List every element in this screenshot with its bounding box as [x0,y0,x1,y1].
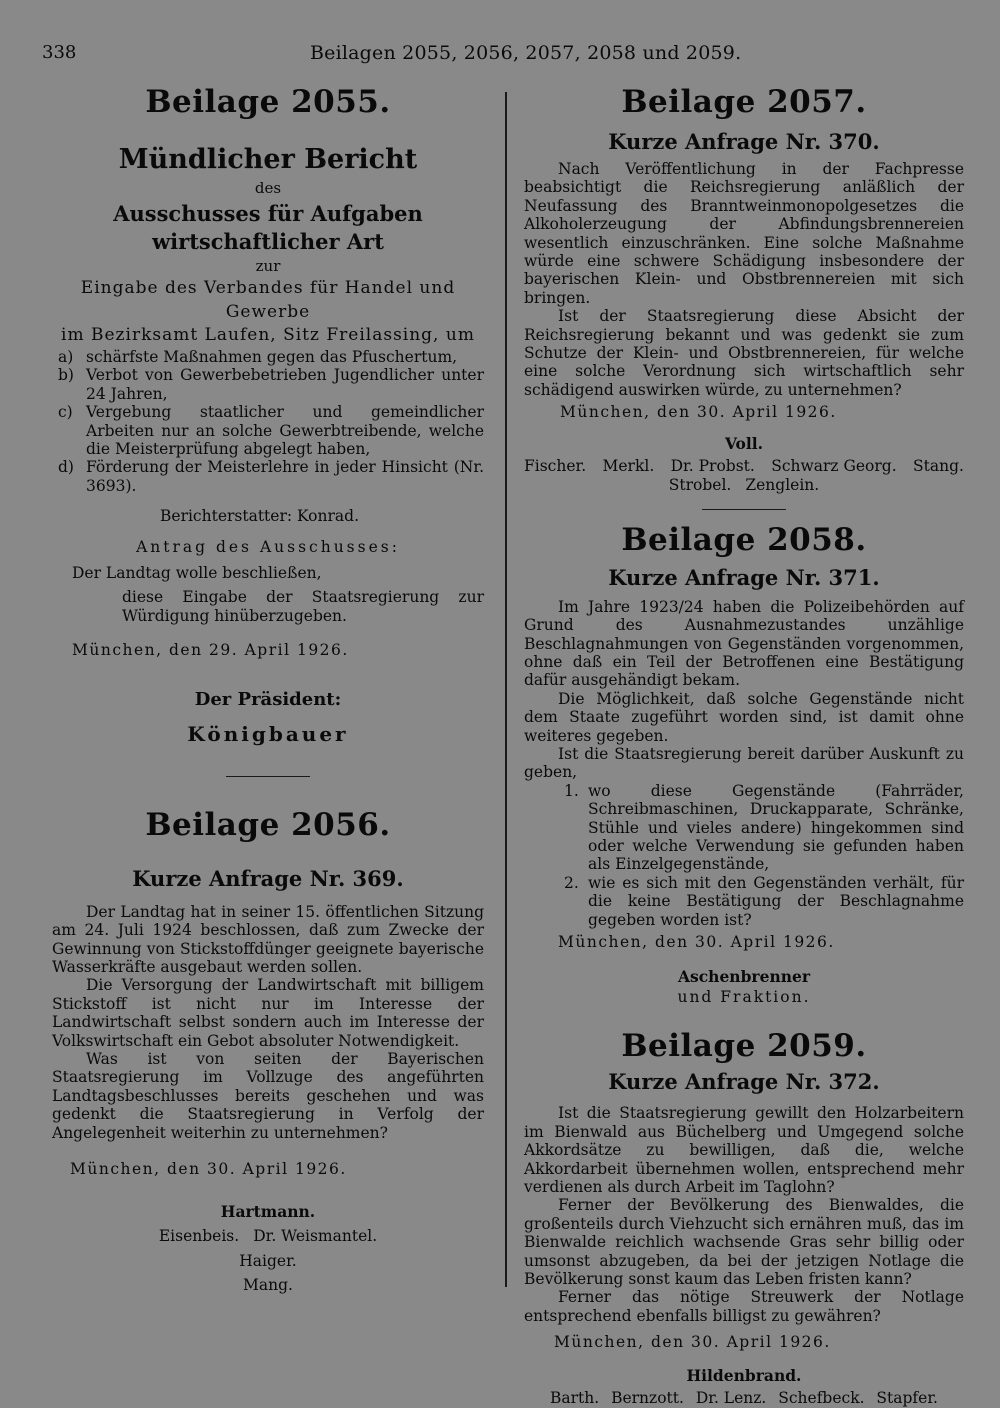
signatory: Strobel. [668,475,732,494]
running-header [42,40,960,70]
section-subtitle: Kurze Anfrage Nr. 372. [608,1069,880,1095]
signature-lead: Hildenbrand. [686,1365,802,1385]
section-title: Beilage 2057. [621,84,867,120]
beilage-2059 [524,1026,964,1407]
date-line: München, den 29. April 1926. [72,641,349,660]
list-item: b) Verbot von Gewerbebetrieben Jugendlicher unter 24 Jahren, [58,366,484,403]
section-title: Beilage 2055. [145,84,391,120]
right-column [524,82,964,1408]
beilage-2058 [524,520,964,1007]
paragraph: Was ist von seiten der Bayerischen Staatsregierung im Vollzuge des angeführten Landtagsbeschlusses bereits geschehen und was gedenkt die Staatsregierung in Verfolg der Angelegenheit weiterhin zu unternehmen? [52,1049,484,1142]
paragraph: Ferner der Bevölkerung des Bienwaldes, die großenteils durch Viehzucht sich ernähren muß, das im Bienwalde reichlich wachsende Gras sehr billig oder umsonst abzugeben, da bei der jetzigen Notlage die Bevölkerung sonst kaum das Leben fristen kann? [524,1196,964,1289]
signature-row [52,1227,484,1246]
section-title: Beilage 2056. [145,806,391,843]
list-item: a) schärfste Maßnahmen gegen das Pfuschertum, [58,348,458,366]
demand-list [52,348,484,495]
section-separator [226,776,310,777]
signatory: Stapfer. [876,1388,938,1407]
section-subtitle: Kurze Anfrage Nr. 370. [608,129,880,154]
signatory: Mang. [243,1276,293,1295]
question-list [524,782,964,929]
list-item: 1. wo diese Gegenstände (Fahrräder, Schreibmaschinen, Druckapparate, Schränke, Stühle und vieles andere) hingekommen sind oder welche Verwendung sie gefunden haben als Einzelgegenstände, [564,781,964,874]
signature-sub: und Fraktion. [677,988,811,1007]
date-line: München, den 30. April 1926. [70,1159,347,1178]
paragraph: Nach Veröffentlichung in der Fachpresse beabsichtigt die Reichsregierung anläßlich der Neufassung des Branntweinmonopolgesetzes die Alkoholerzeugung der Abfindungsbrennereien wesentlich einzuschränken. Eine solche Maßnahme würde eine schwere Schädigung insbesondere der bayerischen Klein- und Obstbrennereien mit sich bringen. [524,160,964,307]
signatory: Dr. Lenz. [695,1388,767,1407]
section-title: Beilage 2059. [621,1028,867,1065]
beilage-2056 [52,805,484,1295]
section-title: Beilage 2058. [621,521,867,558]
beilage-2057 [524,82,964,495]
beilage-2055 [52,82,484,748]
signatory: Eisenbeis. [158,1227,240,1246]
petition-line-2: im Bezirksamt Laufen, Sitz Freilassing, um [61,325,475,345]
signature-lead: Aschenbrenner [677,967,811,987]
signature-lead: Voll. [724,433,764,453]
paragraph: Im Jahre 1923/24 haben die Polizeibehörden auf Grund des Ausnahmezustandes unzählige Beschlagnahmungen von Gegenständen vorgenommen, ohne daß ein Teil der Betroffenen eine Bestätigung dafür ausgehändigt bekam. [524,597,964,690]
reporter: Berichterstatter: Konrad. [160,507,359,526]
paragraph: Ist die Staatsregierung bereit darüber Auskunft zu geben, [524,744,964,782]
signatory: Bernzott. [611,1388,684,1407]
motion-line-2: diese Eingabe der Staatsregierung zur Würdigung hinüberzugeben. [122,588,484,625]
section-subtitle: Kurze Anfrage Nr. 371. [608,564,880,590]
page-number: 338 [42,42,77,63]
paragraph: Ist die Staatsregierung gewillt den Holzarbeitern im Bienwald aus Büchelberg und Umgegend solche Akkordsätze zu bewilligen, daß die, welche Akkordarbeit übernehmen wollen, entsprechend mehr verdienen als durch Arbeit im Taglohn? [524,1104,964,1197]
signatory: Schefbeck. [778,1388,865,1407]
signature-row [524,1389,964,1408]
connector-zur: zur [255,257,281,275]
motion-title: Antrag des Ausschusses: [136,537,400,556]
report-heading: Mündlicher Bericht [118,144,418,175]
motion-line-1: Der Landtag wolle beschließen, [72,564,322,583]
left-column [52,82,484,1294]
signatory: Schwarz Georg. [771,456,897,475]
list-item: 2. wie es sich mit den Gegenständen verhält, für die keine Bestätigung der Beschlagnahme gegeben worden ist? [564,873,964,929]
connector-des: des [254,179,282,197]
signatory: Fischer. [524,456,587,475]
signatory: Barth. [550,1388,600,1407]
signatory: Stang. [913,456,964,475]
paragraph: Ist der Staatsregierung diese Absicht der Reichsregierung bekannt und was gedenkt sie zum Schutze der Klein- und Obstbrennereien, für welche eine solche Verordnung sich wirtschaftlich sehr schädigend auswirken würde, zu unternehmen? [524,307,964,399]
date-line: München, den 30. April 1926. [558,933,835,951]
signatory: Haiger. [239,1252,297,1271]
column-divider [505,92,507,1287]
running-title: Beilagen 2055, 2056, 2057, 2058 und 2059. [310,42,742,64]
section-separator [702,509,786,510]
signature-lead: Hartmann. [220,1202,316,1222]
date-line: München, den 30. April 1926. [554,1333,831,1352]
paragraph: Ferner das nötige Streuwerk der Notlage entsprechend ebenfalls billigst zu gewähren? [524,1288,964,1325]
signatory: Dr. Weismantel. [253,1227,378,1246]
date-line: München, den 30. April 1926. [560,403,837,422]
section-subtitle: Kurze Anfrage Nr. 369. [132,865,404,891]
signatory: Zenglein. [745,475,820,494]
signatory: Merkl. [602,456,655,475]
petition-line-1: Eingabe des Verbandes für Handel und Gewerbe [80,278,456,322]
president-label: Der Präsident: [194,688,342,710]
president-name: Königbauer [187,721,349,746]
list-item: c) Vergebung staatlicher und gemeindlicher Arbeiten nur an solche Gewerbtreibende, welche die Meisterprüfung abgelegt haben, [58,403,484,459]
signatory: Dr. Probst. [670,456,755,475]
list-item: d) Förderung der Meisterlehre in jeder Hinsicht (Nr. 3693). [58,458,484,495]
signature-row [524,457,964,476]
signature-row [524,476,964,495]
committee-name: Ausschusses für Aufgaben wirtschaftlicher Art [113,201,423,254]
paragraph: Der Landtag hat in seiner 15. öffentlichen Sitzung am 24. Juli 1924 beschlossen, daß zum Zwecke der Gewinnung von Stickstoffdünger geeignete bayerische Wasserkräfte ausgebaut werden sollen. [52,902,484,976]
paragraph: Die Möglichkeit, daß solche Gegenstände nicht dem Staate zugeführt worden sind, ist damit ohne weiteres gegeben. [524,689,964,745]
paragraph: Die Versorgung der Landwirtschaft mit billigem Stickstoff ist nicht nur im Interesse der Landwirtschaft selbst sondern auch im Interesse der Volkswirtschaft ein Gebot absoluter Notwendigkeit. [52,976,484,1050]
